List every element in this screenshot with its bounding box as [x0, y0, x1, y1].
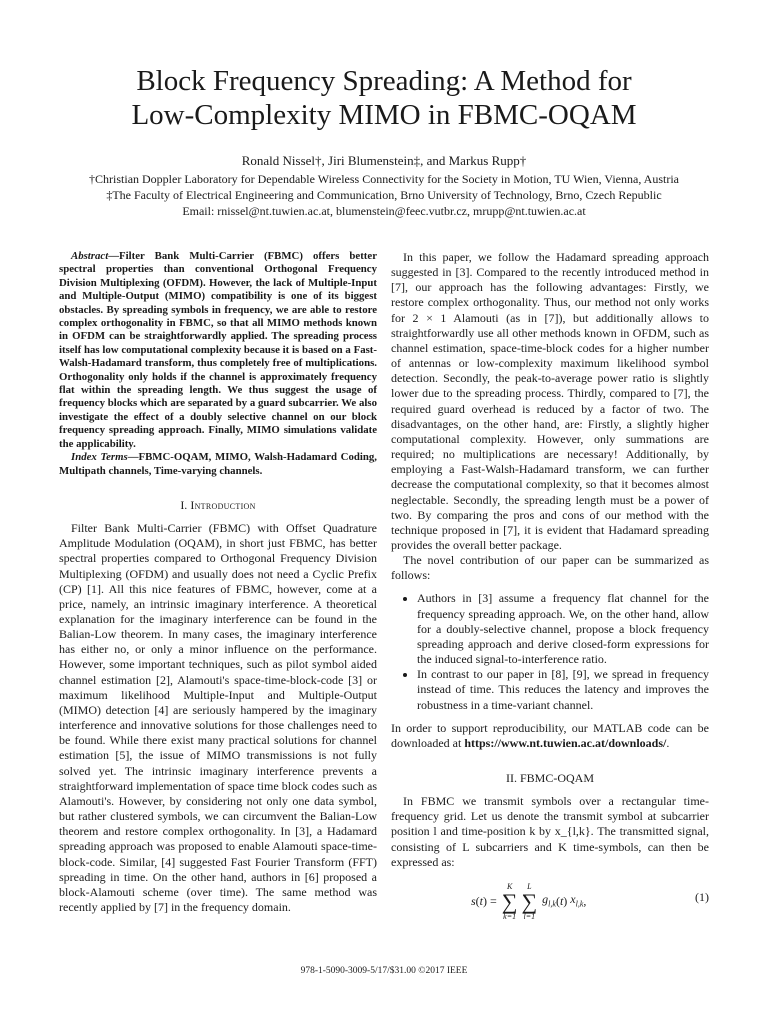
equation-number: (1)	[695, 889, 709, 904]
section-heading-introduction	[59, 498, 377, 513]
index-terms-text: —FBMC-OQAM, MIMO, Walsh-Hadamard Coding, Multipath channels, Time-varying channels.	[59, 451, 377, 477]
abstract-label: Abstract	[71, 250, 109, 262]
index-terms-label: Index Terms	[71, 451, 128, 464]
reproducibility-end: .	[666, 735, 670, 750]
affiliation-2: ‡The Faculty of Electrical Engineering and Communication, Brno University of Technology, Brno, Czech Republic	[106, 188, 662, 202]
title-line-1: Block Frequency Spreading: A Method for	[136, 65, 632, 97]
sum-symbol: K ∑ k=1	[501, 881, 518, 921]
title-line-2: Low-Complexity MIMO in FBMC-OQAM	[131, 99, 637, 131]
equation-body: s ( t ) = K ∑ k=1 L ∑ l=1 $g_{l,k}$ ( t ) $x_{l,k}$ ,	[471, 881, 587, 921]
contribution-list	[391, 591, 709, 712]
section-title: Introduction	[190, 497, 256, 512]
paper-title	[40, 64, 728, 132]
equation-1	[391, 876, 709, 926]
introduction-paragraph: Filter Bank Multi-Carrier (FBMC) with Offset Quadrature Amplitude Modulation (OQAM), in short just FBMC, has better spectral properties compared to Orthogonal Frequency Division Multiplexing (OFDM) and usually does not need a Cyclic Prefix (CP) [1]. All this nice features of FBMC, however, come at a price, namely, an intrinsic imaginary interference. A theoretical explanation for the imaginary interference can be found in the Balian-Low theorem. In many cases, the imaginary interference has either no, or only a minor influence on the performance. However, some important techniques, such as pilot symbol aided channel estimation [2], Alamouti's space-time-block-code [3] or maximum likelihood Multiple-Input and Multiple-Output (MIMO) detection [4] are seriously hampered by the imaginary interference and innovative solutions for those challenges need to be found. While there exist many practical solutions for channel estimation [5], the issue of MIMO transmissions is not fully solved yet. The intrinsic imaginary interference prevents a straightforward implementation of space time block codes such as Alamouti's. However, by considering not only one data symbol, but rather clustered symbols, we can circumvent the Balian-Low theorem and restore complex orthogonality. In [3], a Hadamard spreading approach was proposed to enable Alamouti space-time-block-code. Similar, [4] suggested Fast Fourier Transform (FFT) spreading in time. On the other hand, authors in [6] proposed a block-Alamouti scheme (over time). The same method was recently applied by [7] in the frequency domain.	[59, 521, 377, 914]
author-list: Ronald Nissel†, Jiri Blumenstein‡, and Markus Rupp†	[241, 153, 527, 168]
abstract	[59, 250, 377, 451]
section-number: I.	[180, 497, 188, 512]
abstract-text: —Filter Bank Multi-Carrier (FBMC) offers better spectral properties than conventional Orthogonal Frequency Division Multiplexing (OFDM). However, the lack of Multiple-Input and Multiple-Output (MIMO) compatibility is one of its biggest obstacles. By spreading symbols in frequency, we are able to restore complex orthogonality in FBMC, so that all MIMO methods known in OFDM can be straightforwardly applied. The spreading process itself has low computational complexity because it is based on a Fast-Walsh-Hadamard transform, thus completely free of multiplications. Orthogonality only holds if the channel is approximately frequency flat within the spreading length. We thus suggest the usage of frequency blocks which are separated by a guard subcarrier. We also investigate the effect of a doubly selective channel on our block frequency spreading approach. Finally, MIMO simulations validate the applicability.	[59, 250, 377, 450]
email-line: Email: rnissel@nt.tuwien.ac.at, blumenstein@feec.vutbr.cz, mrupp@nt.tuwien.ac.at	[182, 204, 586, 218]
copyright-footer: 978-1-5090-3009-5/17/$31.00 ©2017 IEEE	[300, 966, 468, 976]
sum-symbol: L ∑ l=1	[521, 881, 538, 921]
list-item: • In contrast to our paper in [8], [9], we spread in frequency instead of time. This reduces the latency and improves the robustness in a time-variant channel.	[417, 667, 709, 712]
reproducibility-text: In order to support reproducibility, our MATLAB code can be downloaded at	[391, 720, 709, 750]
download-link[interactable]: https://www.nt.tuwien.ac.at/downloads/	[464, 735, 667, 750]
index-terms	[59, 451, 377, 478]
paragraph-reproducibility	[391, 721, 709, 751]
paragraph-fbmc-oqam: In FBMC we transmit symbols over a rectangular time-frequency grid. Let us denote the transmit symbol at subcarrier position l and time-position k by x_{l,k}. The transmitted signal, consisting of L subcarriers and K time-symbols, can then be expressed as:	[391, 794, 709, 869]
paragraph-approach: In this paper, we follow the Hadamard spreading approach suggested in [3]. Compared to the recently introduced method in [7], our approach has the following advantages: Firstly, we restore complex orthogonality. Thus, our method not only works for 2 × 1 Alamouti (as in [7]), but additionally allows to straightforwardly use all other methods known in OFDM, such as channel estimation, space-time-block codes for a higher number of antennas or low-complexity maximum likelihood symbol detection. Secondly, the peak-to-average power ratio is slightly lower due to the spreading process. Thirdly, compared to [7], the required guard overhead is reduced by a factor of two. The disadvantages, on the other hand, are: Firstly, a slightly higher computational complexity. However, only summations are required; no multiplications are necessary! Additionally, by employing a Fast-Walsh-Hadamard transform, we can further decrease the computational complexity, so that it becomes almost neglectable. Secondly, the spreading length must be a power of two. By comparing the pros and cons of our method with the technique proposed in [7], it is evident that Hadamard spreading provides the overall better package.	[391, 250, 709, 552]
paragraph-contribution-intro: The novel contribution of our paper can be summarized as follows:	[391, 553, 709, 583]
list-item: • Authors in [3] assume a frequency flat channel for the frequency spreading approach. We, on the other hand, allow for a doubly-selective channel, propose a block frequency spreading approach and derive closed-form expressions for the induced signal-to-interference ratio.	[417, 591, 709, 667]
left-column	[59, 250, 377, 915]
right-column	[391, 250, 709, 926]
section-heading-fbmc-oqam: II. FBMC-OQAM	[505, 771, 594, 785]
affiliation-1: †Christian Doppler Laboratory for Dependable Wireless Connectivity for the Society in Motion, TU Wien, Vienna, Austria	[89, 172, 679, 186]
